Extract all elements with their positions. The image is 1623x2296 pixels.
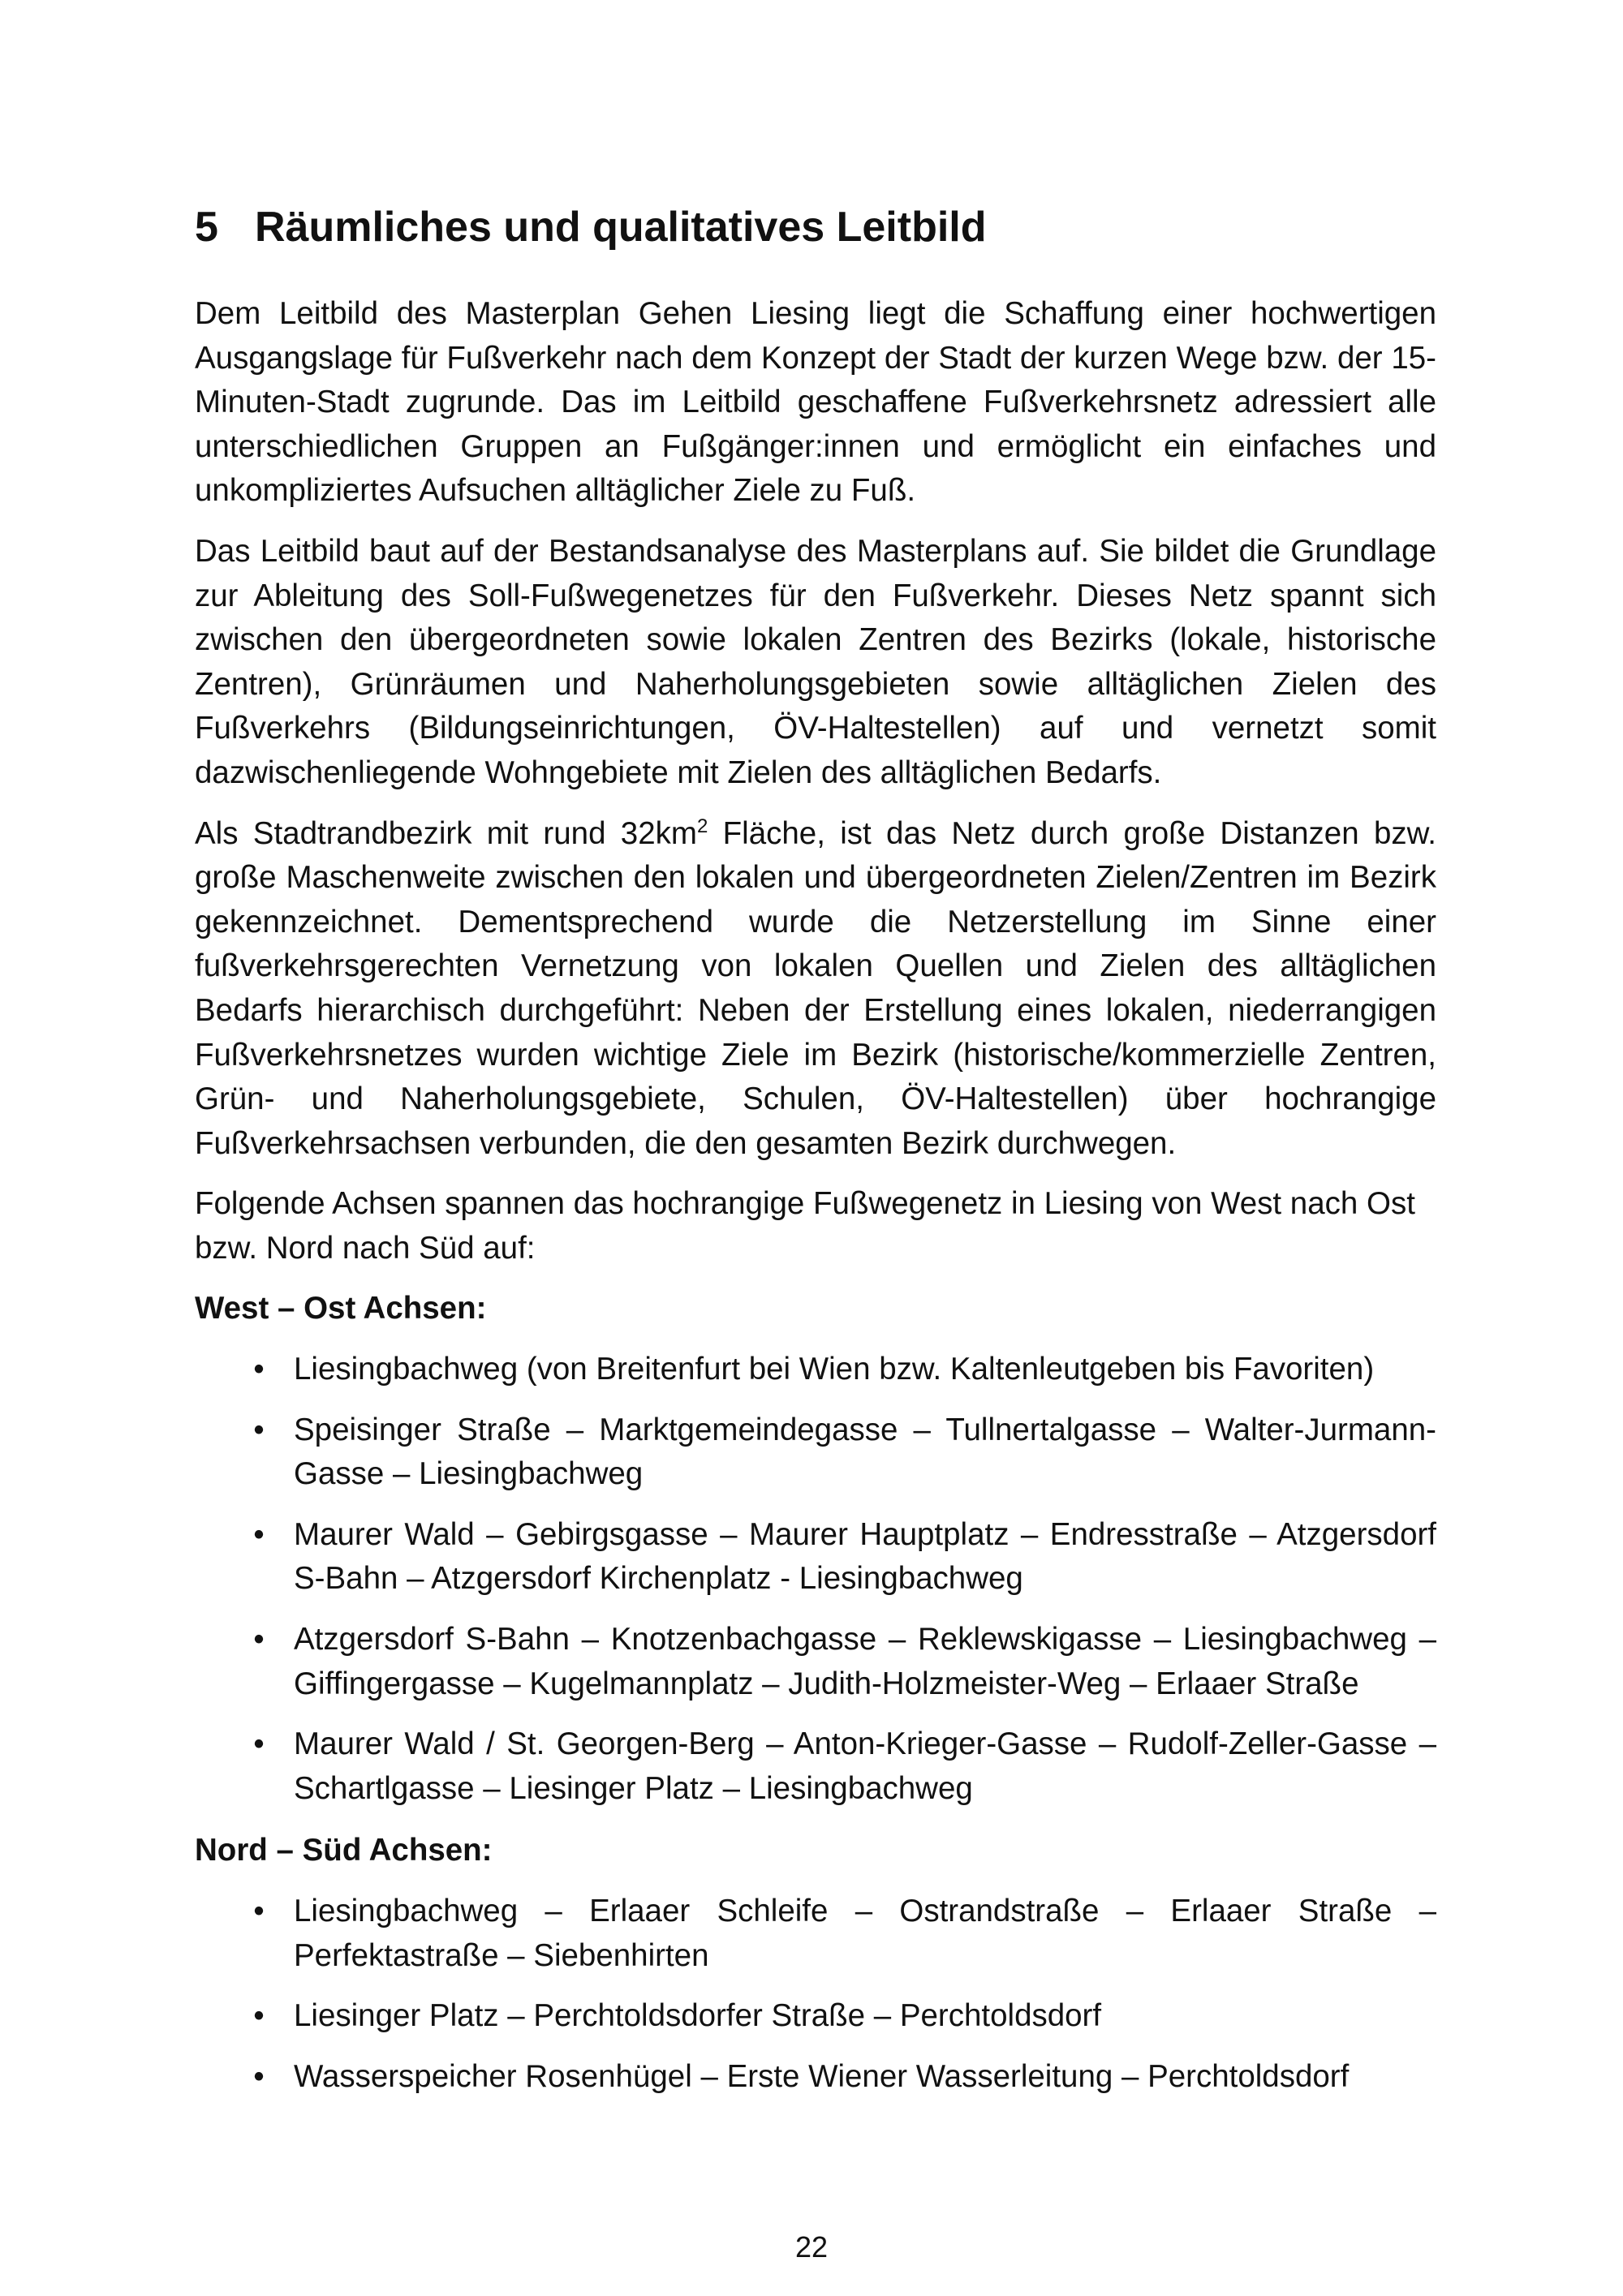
bullet-icon: • (253, 1998, 265, 2034)
paragraph-stadtrandbezirk (195, 812, 1436, 1167)
list-item-text: Liesingbachweg – Erlaaer Schleife – Ostrandstraße – Erlaaer Straße – Perfektastraße – Siebenhirten (294, 1894, 1436, 1973)
bullet-icon: • (253, 1894, 265, 1928)
superscript-two: 2 (696, 815, 708, 837)
list-item (195, 1513, 1436, 1602)
bullet-icon: • (253, 1726, 265, 1762)
list-item (195, 1618, 1436, 1706)
list-item (195, 1348, 1436, 1392)
bullet-icon: • (253, 1516, 265, 1552)
list-item-text: Liesinger Platz – Perchtoldsdorfer Straße – Perchtoldsdorf (294, 1998, 1102, 2034)
west-east-list (195, 1348, 1436, 1811)
list-item-text: Maurer Wald – Gebirgsgasse – Maurer Hauptplatz – Endresstraße – Atzgersdorf S-Bahn – Atzgersdorf Kirchenplatz - Liesingbachweg (294, 1516, 1436, 1597)
page-number: 22 (794, 2230, 829, 2264)
bullet-icon: • (253, 1412, 265, 1447)
list-item-text: Maurer Wald / St. Georgen-Berg – Anton-Krieger-Gasse – Rudolf-Zeller-Gasse – Schartlgasse – Liesinger Platz – Liesingbachweg (294, 1726, 1436, 1806)
west-east-heading: West – Ost Achsen: (195, 1291, 487, 1326)
paragraph-area-after: Fläche, ist das Netz durch große Distanzen bzw. große Maschenweite zwischen den lokalen und übergeordneten Zielen/Zentren im Bezirk gekennzeichnet. Dementsprechend wurde die Netzerstellung im Sinne einer fußverkehrsgerechten Vernetzung von lokalen Quellen und Zielen des alltäglichen Bedarfs hierarchisch durchgeführt: Neben der Erstellung eines lokalen, niederrangigen Fußverkehrsnetzes wurden wichtige Ziele im Bezirk (historische/kommerzielle Zentren, Grün- und Naherholungsgebiete, Schulen, ÖV-Haltestellen) über hochrangige Fußverkehrsachsen verbunden, die den gesamten Bezirk durchwegen. (195, 815, 1436, 1161)
bullet-icon: • (253, 2058, 265, 2094)
paragraph-axes-intro: Folgende Achsen spannen das hochrangige Fußwegenetz in Liesing von West nach Ost bzw. Nord nach Süd auf: (195, 1186, 1415, 1266)
paragraph-area-before: Als Stadtrandbezirk mit rund 32km (195, 815, 697, 851)
section-heading (195, 195, 1436, 260)
north-south-list (195, 1890, 1436, 2099)
list-item (195, 1994, 1436, 2039)
list-item-text: Liesingbachweg (von Breitenfurt bei Wien bzw. Kaltenleutgeben bis Favoriten) (294, 1352, 1375, 1387)
bullet-icon: • (253, 1352, 265, 1387)
document-page (195, 195, 1436, 2115)
list-item (195, 1890, 1436, 1978)
list-item-text: Speisinger Straße – Marktgemeindegasse – Tullnertalgasse – Walter-Jurmann-Gasse – Liesingbachweg (294, 1412, 1436, 1492)
bullet-icon: • (253, 1622, 265, 1658)
list-item-text: Wasserspeicher Rosenhügel – Erste Wiener Wasserleitung – Perchtoldsdorf (294, 2058, 1350, 2094)
section-number: 5 (195, 204, 218, 251)
list-item (195, 1722, 1436, 1811)
paragraph-bestandsanalyse: Das Leitbild baut auf der Bestandsanalyse des Masterplans auf. Sie bildet die Grundlage zur Ableitung des Soll-Fußwegenetzes für den Fußverkehr. Dieses Netz spannt sich zwischen den übergeordneten sowie lokalen Zentren des Bezirks (lokale, historische Zentren), Grünräumen und Naherholungsgebieten sowie alltäglichen Zielen des Fußverkehrs (Bildungseinrichtungen, ÖV-Haltestellen) auf und vernetzt somit dazwischenliegende Wohngebiete mit Zielen des alltäglichen Bedarfs. (195, 533, 1436, 790)
list-item (195, 1408, 1436, 1497)
section-title: Räumliches und qualitatives Leitbild (255, 204, 987, 251)
paragraph-leitbild-intro: Dem Leitbild des Masterplan Gehen Liesing liegt die Schaffung einer hochwertigen Ausgangslage für Fußverkehr nach dem Konzept der Stadt der kurzen Wege bzw. der 15-Minuten-Stadt zugrunde. Das im Leitbild geschaffene Fußverkehrsnetz adressiert alle unterschiedlichen Gruppen an Fußgänger:innen und ermöglicht ein einfaches und unkompliziertes Aufsuchen alltäglicher Ziele zu Fuß. (195, 296, 1436, 509)
list-item-text: Atzgersdorf S-Bahn – Knotzenbachgasse – Reklewskigasse – Liesingbachweg – Giffingergasse – Kugelmannplatz – Judith-Holzmeister-Weg – Erlaaer Straße (294, 1622, 1436, 1701)
north-south-heading: Nord – Süd Achsen: (195, 1833, 493, 1868)
list-item (195, 2055, 1436, 2100)
